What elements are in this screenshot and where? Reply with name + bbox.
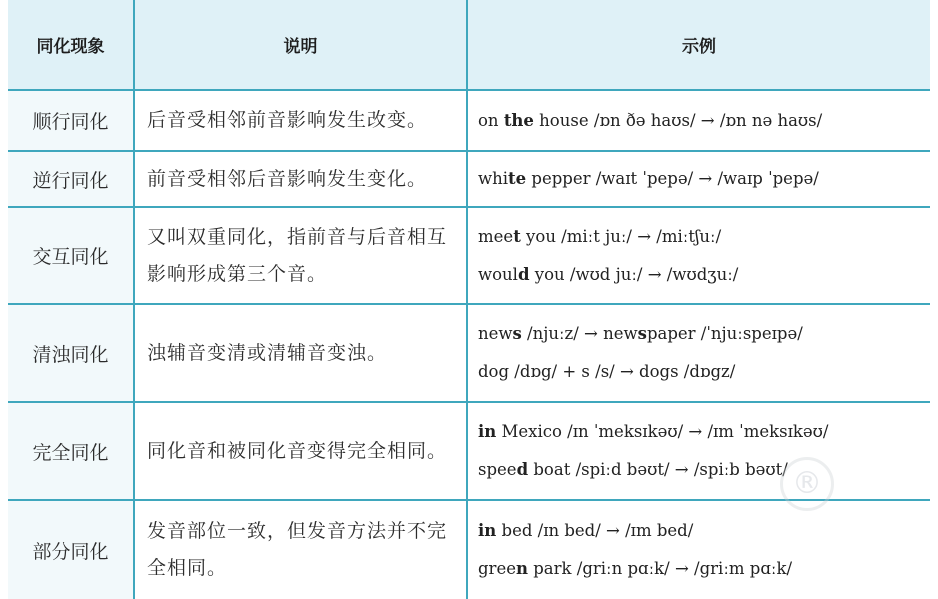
description-cell: 又叫双重同化，指前音与后音相互影响形成第三个音。 <box>134 207 467 304</box>
example-cell <box>467 90 930 151</box>
phenomenon-cell: 部分同化 <box>8 500 134 599</box>
description-cell: 浊辅音变清或清辅音变浊。 <box>134 304 467 402</box>
example-line: would you /wʊd juː/ → /wʊdʒuː/ <box>478 264 739 284</box>
description-cell: 发音部位一致，但发音方法并不完全相同。 <box>134 500 467 599</box>
example-line: speed boat /spiːd bəʊt/ → /spiːb bəʊt/ <box>478 460 788 479</box>
phenomenon-cell: 完全同化 <box>8 402 134 500</box>
example-cell <box>467 304 930 402</box>
example-line: meet you /miːt juː/ → /miːtʃuː/ <box>478 226 722 246</box>
example-line: in bed /ɪn bed/ → /ɪm bed/ <box>478 521 694 540</box>
table-header-row <box>8 0 930 90</box>
assimilation-table-frame <box>8 0 930 579</box>
description-cell: 后音受相邻前音影响发生改变。 <box>134 90 467 151</box>
example-cell <box>467 500 930 599</box>
table-row <box>8 90 930 151</box>
phenomenon-cell: 逆行同化 <box>8 151 134 207</box>
table-row <box>8 207 930 304</box>
assimilation-table <box>8 0 930 599</box>
table-row <box>8 304 930 402</box>
table-row <box>8 500 930 599</box>
example-line: news /njuːz/ → newspaper /ˈnjuːspeɪpə/ <box>478 324 803 343</box>
registered-watermark-icon: ® <box>780 457 834 511</box>
phenomenon-cell: 交互同化 <box>8 207 134 304</box>
table-row <box>8 402 930 500</box>
description-cell: 前音受相邻后音影响发生变化。 <box>134 151 467 207</box>
phenomenon-cell: 顺行同化 <box>8 90 134 151</box>
example-cell <box>467 402 930 500</box>
example-cell <box>467 207 930 304</box>
example-line: green park /griːn pɑːk/ → /griːm pɑːk/ <box>478 559 793 578</box>
header-description: 说明 <box>134 0 467 90</box>
header-examples: 示例 <box>467 0 930 90</box>
table-row <box>8 151 930 207</box>
example-line: dog /dɒg/ + s /s/ → dogs /dɒgz/ <box>478 362 736 381</box>
example-cell <box>467 151 930 207</box>
description-cell: 同化音和被同化音变得完全相同。 <box>134 402 467 500</box>
example-line: on the house /ɒn ðə haʊs/ → /ɒn nə haʊs/ <box>478 110 823 130</box>
example-line: in Mexico /ɪn ˈmeksɪkəʊ/ → /ɪm ˈmeksɪkəʊ/ <box>478 422 829 441</box>
example-line: white pepper /waɪt ˈpepə/ → /waɪp ˈpepə/ <box>478 169 819 188</box>
header-phenomenon: 同化现象 <box>8 0 134 90</box>
phenomenon-cell: 清浊同化 <box>8 304 134 402</box>
